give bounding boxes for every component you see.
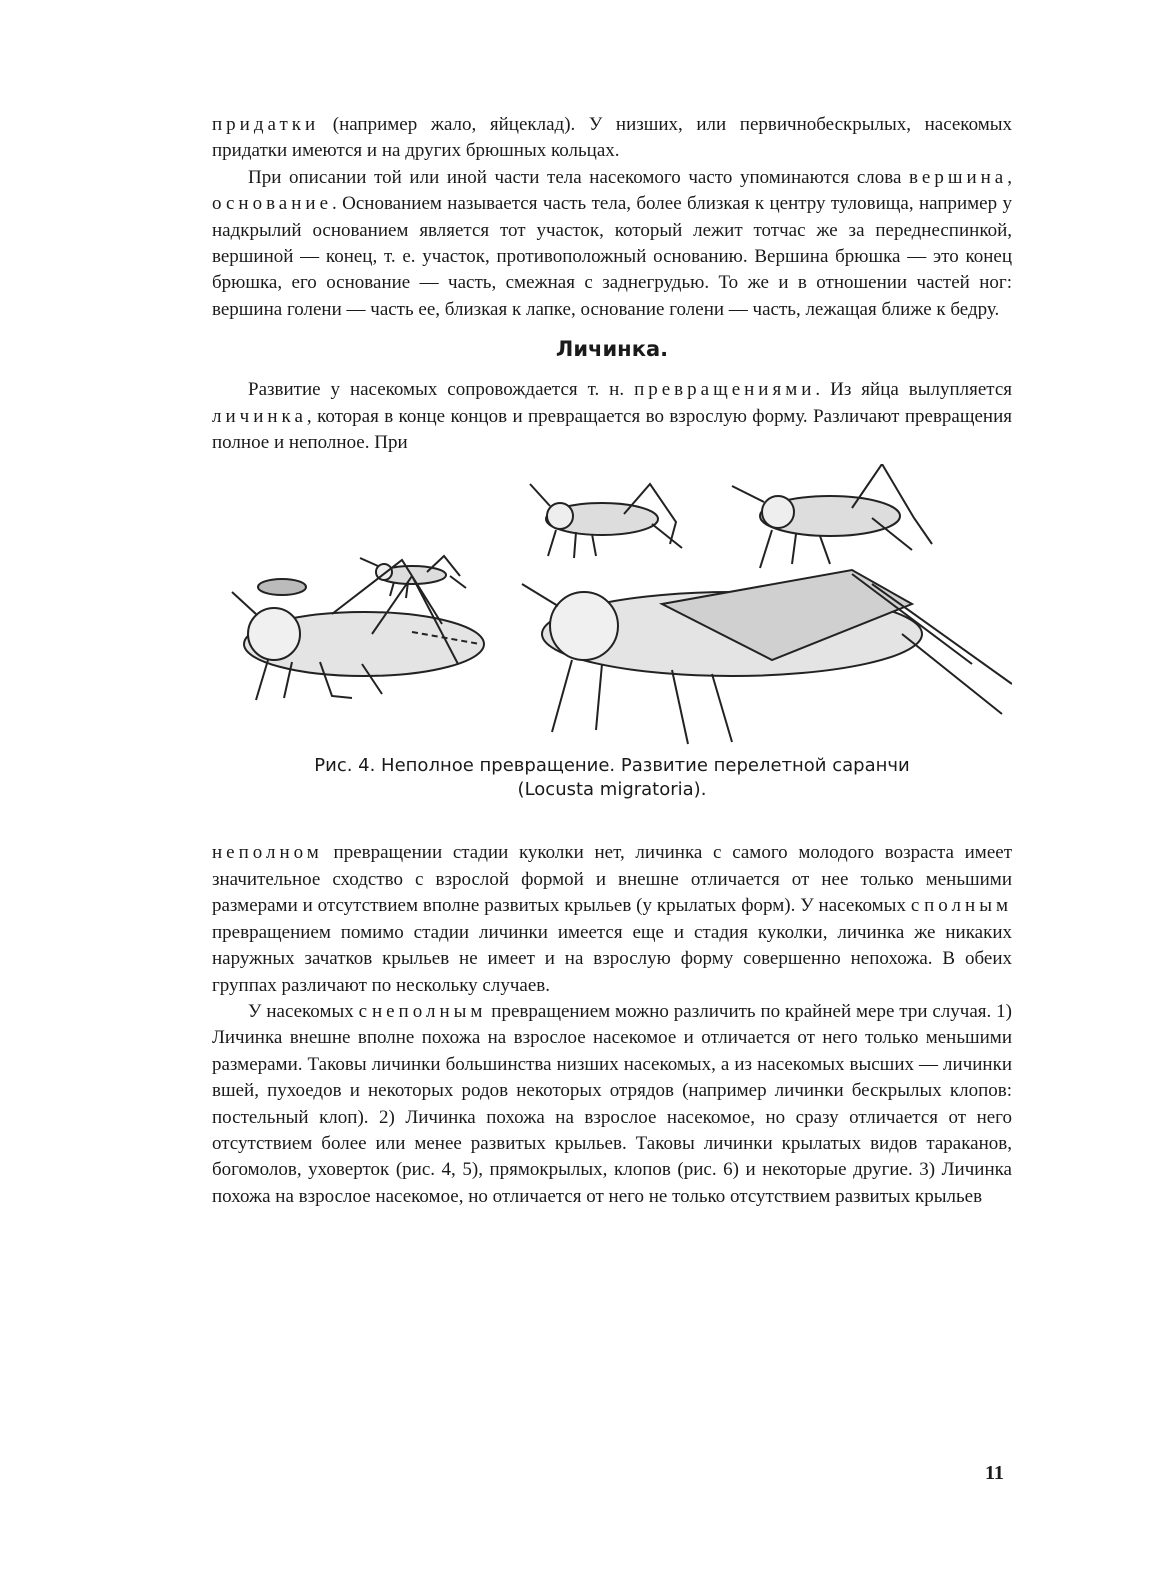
paragraph-text: , которая в конце концов и превращается во взрослую форму. Различают превращения полное и неполное. При: [212, 405, 1012, 454]
spaced-term: вершина: [909, 166, 1008, 188]
spaced-term: личинка: [212, 405, 307, 427]
nymph-stage-3: [732, 464, 932, 568]
paragraph-text: (например жало, яйцеклад). У низших, или первичнобескрылых, насекомых придатки имеются и на других брюшных кольцах.: [212, 114, 1012, 162]
paragraph-text: превращением можно различить по крайней мере три случая. 1) Личинка внешне вполне похожа на взрослое насекомое и отличается от него только меньшими размерами. Таковы личинки большинства низших насекомых, а из насекомых высших — личинки вшей, пухоедов и некоторых родов некоторых отрядов (например личинки бескрылых клопов: постельный клоп). 2) Личинка похожа на взрослое насекомое, но сразу отличается от него отсутствием более или менее развитых крыльев. Таковы личинки крылатых видов тараканов, богомолов, уховерток (рис. 4, 5), прямокрылых, клопов (рис. 6) и некоторые другие. 3) Личинка похожа на взрослое насекомое, но отличается от него не только отсутствием развитых крыльев: [212, 1000, 1012, 1207]
figure-caption: [212, 754, 1012, 802]
caption-line-2: (Locusta migratoria).: [517, 779, 707, 801]
spaced-term: полным: [924, 895, 1012, 917]
spaced-term: неполным: [371, 1000, 487, 1022]
spaced-term: превращениями: [634, 379, 816, 401]
caption-line-1: Рис. 4. Неполное превращение. Развитие перелетной саранчи: [314, 755, 910, 777]
paragraph-text: У насекомых с: [248, 1000, 372, 1022]
egg: [258, 579, 306, 595]
paragraph-apex-base: [212, 165, 1012, 323]
paragraph-text: . Основанием называется часть тела, более близкая к центру туловища, например у надкрылий основанием является тот участок, который лежит тотчас же за переднеспинкой, вершиной — конец, т. е. участок, противоположный основанию. Вершина брюшка — это конец брюшка, его основание — часть, смежная с заднегрудью. То же и в отношении частей ног: вершина голени — часть ее, близкая к лапке, основание голени — часть, лежащая ближе к бедру.: [212, 193, 1012, 320]
page-number: 11: [985, 1462, 1004, 1484]
locust-illustration: [212, 464, 1012, 754]
figure-locust-development: [212, 464, 1012, 754]
adult-locust-right: [522, 570, 1012, 744]
nymph-stage-2: [530, 484, 682, 558]
paragraph-text: ,: [1007, 166, 1012, 188]
paragraph-text: превращении стадии куколки нет, личинка с самого молодого возраста имеет значительное сходство с взрослой формой и внешне отличается от нее только меньшими размерами и отсутствием вполне развитых крыльев (у крылатых форм). У насекомых с: [212, 842, 1012, 917]
paragraph-text: При описании той или иной части тела насекомого часто упоминаются слова: [248, 166, 910, 188]
spaced-term: придатки: [212, 114, 320, 135]
paragraph-text: . Из яйца вылупляется: [815, 379, 1013, 401]
spaced-term: неполном: [212, 842, 323, 864]
paragraph-three-cases: [212, 999, 1012, 1210]
paragraph-development: [212, 377, 1012, 456]
paragraph-text: Развитие у насекомых сопровождается т. н.: [248, 379, 635, 401]
paragraph-appendages: [212, 112, 1012, 165]
section-heading: Личинка.: [555, 337, 669, 362]
spaced-term: основание: [212, 193, 332, 215]
page-body: [212, 112, 1012, 1210]
paragraph-text: превращением помимо стадии личинки имеется еще и стадия куколки, личинка же никаких наружных зачатков крыльев не имеет и на взрослую форму совершенно непохожа. В обеих группах различают по нескольку случаев.: [212, 921, 1012, 996]
paragraph-incomplete: [212, 840, 1012, 998]
